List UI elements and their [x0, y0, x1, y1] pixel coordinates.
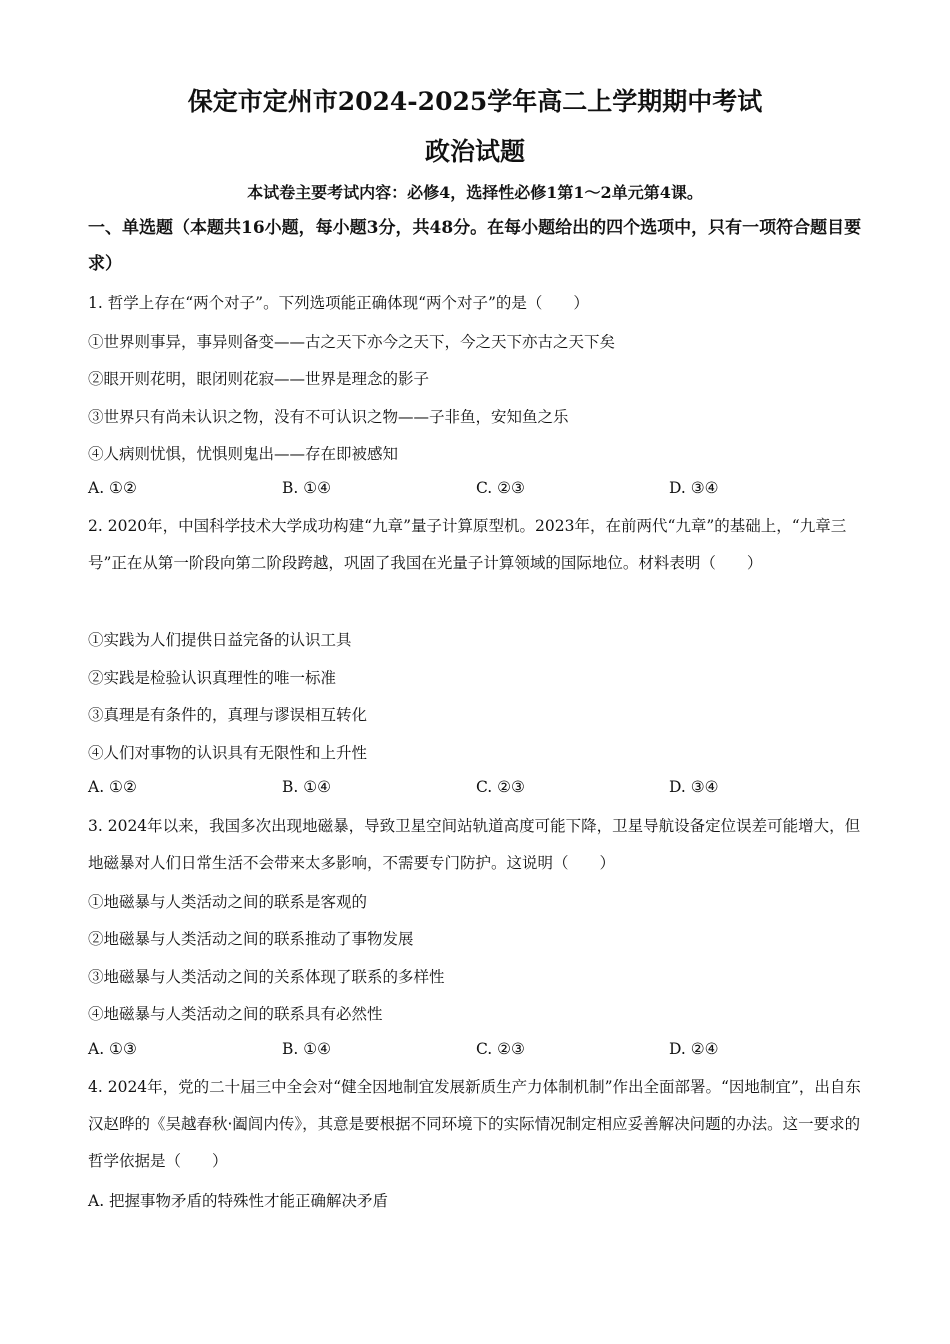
question-1-option-c[interactable]: C. ②③ — [476, 479, 525, 497]
question-2-option-d[interactable]: D. ③④ — [669, 778, 719, 796]
exam-scope-note: 本试卷主要考试内容：必修4，选择性必修1第1～2单元第4课。 — [247, 183, 703, 202]
question-1-option-a[interactable]: A. ①② — [88, 479, 137, 497]
question-1-stem: 1. 哲学上存在“两个对子”。下列选项能正确体现“两个对子”的是（ ） — [88, 294, 589, 312]
question-4-option-a[interactable]: A. 把握事物矛盾的特殊性才能正确解决矛盾 — [88, 1192, 389, 1210]
question-3-option-a[interactable]: A. ①③ — [88, 1040, 137, 1058]
question-2-item-2: ②实践是检验认识真理性的唯一标准 — [88, 669, 337, 687]
question-1-option-d[interactable]: D. ③④ — [669, 479, 719, 497]
question-4-stem: 4. 2024年，党的二十届三中全会对“健全因地制宜发展新质生产力体制机制”作出全面部署。“因地制宜”，出自东汉赵晔的《吴越春秋·阖闾内传》，其意是要根据不同环境下的实际情况制定相应妥善解决问题的办法。这一要求的哲学依据是（ ） — [88, 1078, 861, 1170]
question-2-item-1: ①实践为人们提供日益完备的认识工具 — [88, 631, 352, 649]
question-1-item-2: ②眼开则花明，眼闭则花寂——世界是理念的影子 — [88, 370, 430, 388]
question-3-item-4: ④地磁暴与人类活动之间的联系具有必然性 — [88, 1005, 383, 1023]
question-1-option-b[interactable]: B. ①④ — [282, 479, 332, 497]
question-1-item-4: ④人病则忧惧，忧惧则鬼出——存在即被感知 — [88, 445, 399, 463]
question-2-item-3: ③真理是有条件的，真理与谬误相互转化 — [88, 706, 368, 724]
question-3-stem: 3. 2024年以来，我国多次出现地磁暴，导致卫星空间站轨道高度可能下降，卫星导航设备定位误差可能增大，但地磁暴对人们日常生活不会带来太多影响，不需要专门防护。这说明（ ） — [88, 817, 861, 872]
exam-title: 保定市定州市2024-2025学年高二上学期期中考试 — [187, 87, 763, 116]
question-1-item-1: ①世界则事异，事异则备变——古之天下亦今之天下，今之天下亦古之天下矣 — [88, 333, 616, 351]
question-2-stem: 2. 2020年，中国科学技术大学成功构建“九章”量子计算原型机。2023年，在前两代“九章”的基础上，“九章三号”正在从第一阶段向第二阶段跨越，巩固了我国在光量子计算领域的国际地位。材料表明（ ） — [88, 517, 847, 572]
question-3-option-d[interactable]: D. ②④ — [669, 1040, 719, 1058]
question-3-item-1: ①地磁暴与人类活动之间的联系是客观的 — [88, 893, 368, 911]
question-3-item-3: ③地磁暴与人类活动之间的关系体现了联系的多样性 — [88, 968, 445, 986]
question-2-option-a[interactable]: A. ①② — [88, 778, 137, 796]
question-3-option-c[interactable]: C. ②③ — [476, 1040, 525, 1058]
question-3-option-b[interactable]: B. ①④ — [282, 1040, 332, 1058]
question-2-option-c[interactable]: C. ②③ — [476, 778, 525, 796]
section-heading: 一、单选题（本题共16小题，每小题3分，共48分。在每小题给出的四个选项中，只有一项符合题目要求） — [88, 218, 862, 274]
question-1-item-3: ③世界只有尚未认识之物，没有不可认识之物——子非鱼，安知鱼之乐 — [88, 408, 569, 426]
exam-subtitle: 政治试题 — [424, 137, 525, 166]
question-3-item-2: ②地磁暴与人类活动之间的联系推动了事物发展 — [88, 930, 414, 948]
question-2-item-4: ④人们对事物的认识具有无限性和上升性 — [88, 744, 368, 762]
question-2-option-b[interactable]: B. ①④ — [282, 778, 332, 796]
